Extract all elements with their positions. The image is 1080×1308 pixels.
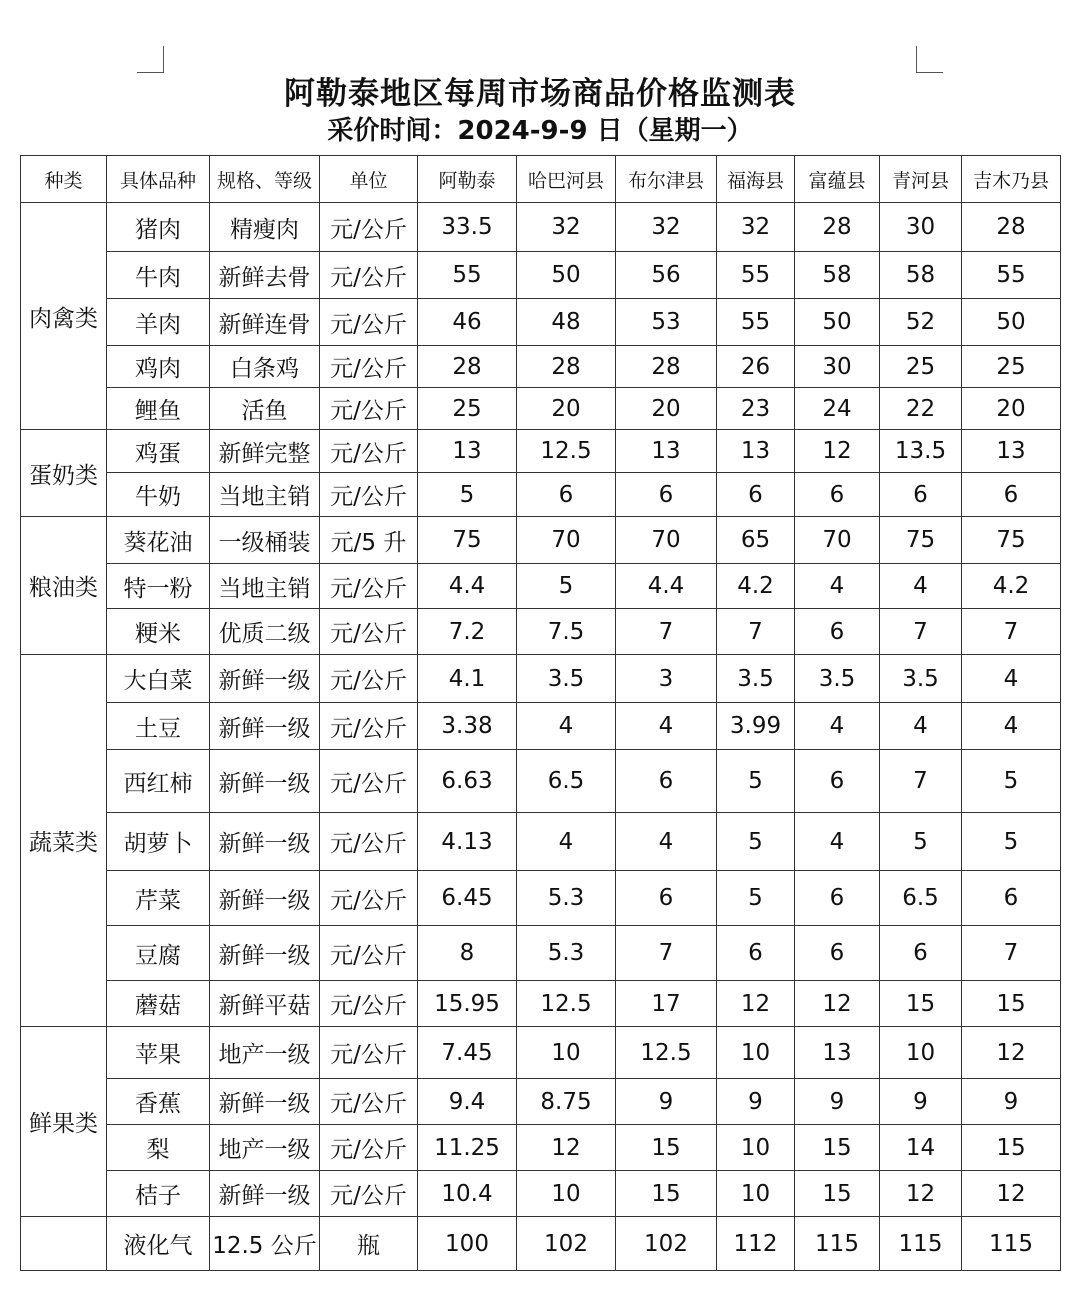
price-cell: 102 <box>616 1217 717 1271</box>
price-cell: 6 <box>795 750 880 813</box>
price-cell: 12 <box>717 981 795 1027</box>
item-name-cell: 苹果 <box>107 1027 210 1079</box>
price-cell: 15.95 <box>418 981 517 1027</box>
price-cell: 20 <box>517 388 616 430</box>
price-cell: 7.5 <box>517 609 616 655</box>
price-cell: 6 <box>717 926 795 981</box>
unit-cell: 元/公斤 <box>320 388 418 430</box>
item-name-cell: 牛奶 <box>107 473 210 517</box>
item-name-cell: 香蕉 <box>107 1079 210 1125</box>
price-cell: 12 <box>880 1171 962 1217</box>
price-cell: 28 <box>418 346 517 388</box>
price-cell: 50 <box>517 252 616 299</box>
item-name-cell: 胡萝卜 <box>107 813 210 871</box>
unit-cell: 元/公斤 <box>320 609 418 655</box>
spec-grade-cell: 12.5 公斤 <box>210 1217 320 1271</box>
spec-grade-cell: 新鲜连骨 <box>210 299 320 346</box>
item-name-cell: 鸡肉 <box>107 346 210 388</box>
price-cell: 6 <box>880 473 962 517</box>
unit-cell: 元/公斤 <box>320 346 418 388</box>
price-cell: 6 <box>795 926 880 981</box>
spec-grade-cell: 地产一级 <box>210 1027 320 1079</box>
spec-grade-cell: 新鲜一级 <box>210 1079 320 1125</box>
unit-cell: 元/公斤 <box>320 1125 418 1171</box>
table-row <box>21 430 1061 473</box>
item-name-cell: 梨 <box>107 1125 210 1171</box>
price-cell: 6 <box>795 871 880 926</box>
price-cell: 26 <box>717 346 795 388</box>
price-cell: 5 <box>717 813 795 871</box>
unit-cell: 元/公斤 <box>320 299 418 346</box>
price-cell: 65 <box>717 517 795 564</box>
price-cell: 55 <box>717 299 795 346</box>
price-cell: 56 <box>616 252 717 299</box>
spec-grade-cell: 新鲜一级 <box>210 750 320 813</box>
price-cell: 13 <box>616 430 717 473</box>
price-cell: 20 <box>962 388 1061 430</box>
price-cell: 7 <box>962 926 1061 981</box>
price-cell: 7 <box>717 609 795 655</box>
price-cell: 22 <box>880 388 962 430</box>
price-cell: 6 <box>517 473 616 517</box>
price-cell: 25 <box>880 346 962 388</box>
column-header: 福海县 <box>717 156 795 203</box>
table-row <box>21 1027 1061 1079</box>
table-row <box>21 609 1061 655</box>
price-cell: 70 <box>517 517 616 564</box>
price-cell: 24 <box>795 388 880 430</box>
price-cell: 15 <box>962 981 1061 1027</box>
price-cell: 4 <box>517 703 616 750</box>
price-cell: 4.2 <box>717 564 795 609</box>
price-cell: 10.4 <box>418 1171 517 1217</box>
price-cell: 6.5 <box>517 750 616 813</box>
price-cell: 13 <box>418 430 517 473</box>
unit-cell: 元/公斤 <box>320 473 418 517</box>
table-row <box>21 564 1061 609</box>
column-header: 富蕴县 <box>795 156 880 203</box>
price-cell: 6 <box>962 871 1061 926</box>
column-header: 吉木乃县 <box>962 156 1061 203</box>
price-cell: 46 <box>418 299 517 346</box>
price-cell: 70 <box>616 517 717 564</box>
price-cell: 7.45 <box>418 1027 517 1079</box>
price-cell: 6.63 <box>418 750 517 813</box>
spec-grade-cell: 新鲜完整 <box>210 430 320 473</box>
price-cell: 23 <box>717 388 795 430</box>
price-cell: 15 <box>795 1125 880 1171</box>
price-cell: 112 <box>717 1217 795 1271</box>
table-row <box>21 517 1061 564</box>
item-name-cell: 牛肉 <box>107 252 210 299</box>
item-name-cell: 蘑菇 <box>107 981 210 1027</box>
price-cell: 5 <box>962 813 1061 871</box>
unit-cell: 瓶 <box>320 1217 418 1271</box>
price-cell: 25 <box>418 388 517 430</box>
table-row <box>21 655 1061 703</box>
item-name-cell: 大白菜 <box>107 655 210 703</box>
table-row <box>21 299 1061 346</box>
price-cell: 12 <box>795 981 880 1027</box>
price-cell: 4.1 <box>418 655 517 703</box>
spec-grade-cell: 新鲜平菇 <box>210 981 320 1027</box>
price-cell: 50 <box>795 299 880 346</box>
spec-grade-cell: 地产一级 <box>210 1125 320 1171</box>
price-cell: 58 <box>795 252 880 299</box>
price-cell: 4 <box>795 564 880 609</box>
price-cell: 3.5 <box>880 655 962 703</box>
item-name-cell: 西红柿 <box>107 750 210 813</box>
category-cell: 蔬菜类 <box>21 655 107 1027</box>
price-cell: 7 <box>616 609 717 655</box>
spec-grade-cell: 新鲜一级 <box>210 703 320 750</box>
price-cell: 115 <box>795 1217 880 1271</box>
price-cell: 13.5 <box>880 430 962 473</box>
price-cell: 4 <box>616 813 717 871</box>
price-cell: 4 <box>616 703 717 750</box>
price-cell: 13 <box>717 430 795 473</box>
price-cell: 7 <box>880 609 962 655</box>
spec-grade-cell: 活鱼 <box>210 388 320 430</box>
table-row <box>21 473 1061 517</box>
category-cell: 蛋奶类 <box>21 430 107 517</box>
price-cell: 10 <box>717 1027 795 1079</box>
item-name-cell: 特一粉 <box>107 564 210 609</box>
table-row <box>21 1171 1061 1217</box>
price-cell: 5 <box>962 750 1061 813</box>
table-row <box>21 1217 1061 1271</box>
price-cell: 75 <box>962 517 1061 564</box>
price-cell: 4 <box>962 655 1061 703</box>
price-cell: 28 <box>962 203 1061 252</box>
unit-cell: 元/公斤 <box>320 252 418 299</box>
price-cell: 33.5 <box>418 203 517 252</box>
price-cell: 3 <box>616 655 717 703</box>
column-header: 种类 <box>21 156 107 203</box>
spec-grade-cell: 当地主销 <box>210 473 320 517</box>
spec-grade-cell: 新鲜去骨 <box>210 252 320 299</box>
unit-cell: 元/公斤 <box>320 750 418 813</box>
column-header: 青河县 <box>880 156 962 203</box>
spec-grade-cell: 新鲜一级 <box>210 1171 320 1217</box>
price-cell: 9 <box>962 1079 1061 1125</box>
category-cell <box>21 1217 107 1271</box>
unit-cell: 元/公斤 <box>320 871 418 926</box>
column-header: 布尔津县 <box>616 156 717 203</box>
price-cell: 15 <box>616 1125 717 1171</box>
item-name-cell: 鸡蛋 <box>107 430 210 473</box>
price-cell: 4.2 <box>962 564 1061 609</box>
unit-cell: 元/公斤 <box>320 813 418 871</box>
item-name-cell: 鲤鱼 <box>107 388 210 430</box>
table-row <box>21 346 1061 388</box>
column-header: 具体品种 <box>107 156 210 203</box>
price-cell: 12 <box>517 1125 616 1171</box>
column-header: 哈巴河县 <box>517 156 616 203</box>
price-cell: 28 <box>517 346 616 388</box>
page-title: 阿勒泰地区每周市场商品价格监测表 <box>284 76 796 112</box>
item-name-cell: 芹菜 <box>107 871 210 926</box>
price-cell: 12 <box>795 430 880 473</box>
price-cell: 15 <box>880 981 962 1027</box>
price-cell: 115 <box>880 1217 962 1271</box>
table-row <box>21 1125 1061 1171</box>
price-cell: 8.75 <box>517 1079 616 1125</box>
price-cell: 7 <box>616 926 717 981</box>
price-cell: 4 <box>517 813 616 871</box>
price-cell: 5 <box>418 473 517 517</box>
price-cell: 100 <box>418 1217 517 1271</box>
table-row <box>21 750 1061 813</box>
price-cell: 12.5 <box>517 430 616 473</box>
column-header: 规格、等级 <box>210 156 320 203</box>
price-cell: 4 <box>880 564 962 609</box>
price-cell: 32 <box>517 203 616 252</box>
price-cell: 7.2 <box>418 609 517 655</box>
price-cell: 6 <box>616 871 717 926</box>
price-cell: 11.25 <box>418 1125 517 1171</box>
price-cell: 9.4 <box>418 1079 517 1125</box>
price-cell: 5 <box>880 813 962 871</box>
item-name-cell: 猪肉 <box>107 203 210 252</box>
unit-cell: 元/公斤 <box>320 1171 418 1217</box>
price-cell: 12.5 <box>517 981 616 1027</box>
unit-cell: 元/公斤 <box>320 926 418 981</box>
category-cell: 粮油类 <box>21 517 107 655</box>
unit-cell: 元/公斤 <box>320 430 418 473</box>
price-cell: 4 <box>962 703 1061 750</box>
price-cell: 12 <box>962 1027 1061 1079</box>
item-name-cell: 羊肉 <box>107 299 210 346</box>
price-cell: 53 <box>616 299 717 346</box>
price-cell: 10 <box>517 1171 616 1217</box>
price-cell: 55 <box>418 252 517 299</box>
price-cell: 6.5 <box>880 871 962 926</box>
spec-grade-cell: 新鲜一级 <box>210 655 320 703</box>
price-cell: 10 <box>717 1125 795 1171</box>
price-table <box>20 155 1061 1271</box>
unit-cell: 元/公斤 <box>320 1079 418 1125</box>
price-cell: 9 <box>616 1079 717 1125</box>
price-cell: 55 <box>962 252 1061 299</box>
price-cell: 32 <box>616 203 717 252</box>
table-row <box>21 388 1061 430</box>
price-cell: 28 <box>795 203 880 252</box>
price-cell: 55 <box>717 252 795 299</box>
price-cell: 5 <box>517 564 616 609</box>
price-cell: 4 <box>880 703 962 750</box>
table-row <box>21 703 1061 750</box>
unit-cell: 元/公斤 <box>320 1027 418 1079</box>
price-cell: 13 <box>795 1027 880 1079</box>
price-cell: 6 <box>616 750 717 813</box>
unit-cell: 元/公斤 <box>320 655 418 703</box>
unit-cell: 元/公斤 <box>320 981 418 1027</box>
price-cell: 30 <box>880 203 962 252</box>
price-cell: 6 <box>717 473 795 517</box>
price-cell: 58 <box>880 252 962 299</box>
spec-grade-cell: 精瘦肉 <box>210 203 320 252</box>
price-cell: 12.5 <box>616 1027 717 1079</box>
price-cell: 6.45 <box>418 871 517 926</box>
category-cell: 鲜果类 <box>21 1027 107 1217</box>
price-cell: 75 <box>418 517 517 564</box>
table-row <box>21 981 1061 1027</box>
price-cell: 9 <box>717 1079 795 1125</box>
price-cell: 20 <box>616 388 717 430</box>
price-date-subtitle: 采价时间：2024-9-9 日（星期一） <box>327 116 753 146</box>
price-cell: 15 <box>962 1125 1061 1171</box>
spec-grade-cell: 白条鸡 <box>210 346 320 388</box>
price-cell: 50 <box>962 299 1061 346</box>
price-cell: 4.13 <box>418 813 517 871</box>
item-name-cell: 葵花油 <box>107 517 210 564</box>
price-cell: 75 <box>880 517 962 564</box>
price-cell: 3.5 <box>795 655 880 703</box>
price-cell: 28 <box>616 346 717 388</box>
item-name-cell: 豆腐 <box>107 926 210 981</box>
price-cell: 6 <box>962 473 1061 517</box>
item-name-cell: 土豆 <box>107 703 210 750</box>
price-cell: 115 <box>962 1217 1061 1271</box>
spec-grade-cell: 当地主销 <box>210 564 320 609</box>
price-cell: 52 <box>880 299 962 346</box>
price-cell: 30 <box>795 346 880 388</box>
price-cell: 15 <box>795 1171 880 1217</box>
unit-cell: 元/公斤 <box>320 703 418 750</box>
price-cell: 3.99 <box>717 703 795 750</box>
table-row <box>21 203 1061 252</box>
column-header: 单位 <box>320 156 418 203</box>
unit-cell: 元/5 升 <box>320 517 418 564</box>
price-cell: 9 <box>795 1079 880 1125</box>
price-cell: 9 <box>880 1079 962 1125</box>
table-row <box>21 926 1061 981</box>
price-cell: 6 <box>795 609 880 655</box>
price-cell: 4.4 <box>616 564 717 609</box>
table-header-row <box>21 156 1061 203</box>
price-cell: 3.5 <box>517 655 616 703</box>
price-cell: 5.3 <box>517 871 616 926</box>
column-header: 阿勒泰 <box>418 156 517 203</box>
price-cell: 3.38 <box>418 703 517 750</box>
price-cell: 13 <box>962 430 1061 473</box>
price-cell: 12 <box>962 1171 1061 1217</box>
unit-cell: 元/公斤 <box>320 203 418 252</box>
price-cell: 25 <box>962 346 1061 388</box>
price-cell: 14 <box>880 1125 962 1171</box>
price-cell: 5 <box>717 750 795 813</box>
price-cell: 48 <box>517 299 616 346</box>
price-cell: 10 <box>880 1027 962 1079</box>
price-cell: 5 <box>717 871 795 926</box>
spec-grade-cell: 新鲜一级 <box>210 871 320 926</box>
unit-cell: 元/公斤 <box>320 564 418 609</box>
price-cell: 70 <box>795 517 880 564</box>
price-cell: 15 <box>616 1171 717 1217</box>
table-row <box>21 871 1061 926</box>
price-cell: 8 <box>418 926 517 981</box>
table-row <box>21 252 1061 299</box>
price-cell: 6 <box>795 473 880 517</box>
price-cell: 4 <box>795 813 880 871</box>
spec-grade-cell: 优质二级 <box>210 609 320 655</box>
price-cell: 7 <box>962 609 1061 655</box>
price-cell: 7 <box>880 750 962 813</box>
price-cell: 32 <box>717 203 795 252</box>
table-row <box>21 813 1061 871</box>
spec-grade-cell: 新鲜一级 <box>210 813 320 871</box>
price-cell: 6 <box>616 473 717 517</box>
price-cell: 4.4 <box>418 564 517 609</box>
spec-grade-cell: 新鲜一级 <box>210 926 320 981</box>
item-name-cell: 粳米 <box>107 609 210 655</box>
price-cell: 10 <box>717 1171 795 1217</box>
price-cell: 17 <box>616 981 717 1027</box>
price-cell: 10 <box>517 1027 616 1079</box>
price-table-body <box>21 156 1061 1271</box>
price-cell: 5.3 <box>517 926 616 981</box>
price-cell: 6 <box>880 926 962 981</box>
item-name-cell: 液化气 <box>107 1217 210 1271</box>
price-cell: 102 <box>517 1217 616 1271</box>
price-cell: 4 <box>795 703 880 750</box>
price-cell: 3.5 <box>717 655 795 703</box>
spec-grade-cell: 一级桶装 <box>210 517 320 564</box>
category-cell: 肉禽类 <box>21 203 107 430</box>
item-name-cell: 桔子 <box>107 1171 210 1217</box>
table-row <box>21 1079 1061 1125</box>
